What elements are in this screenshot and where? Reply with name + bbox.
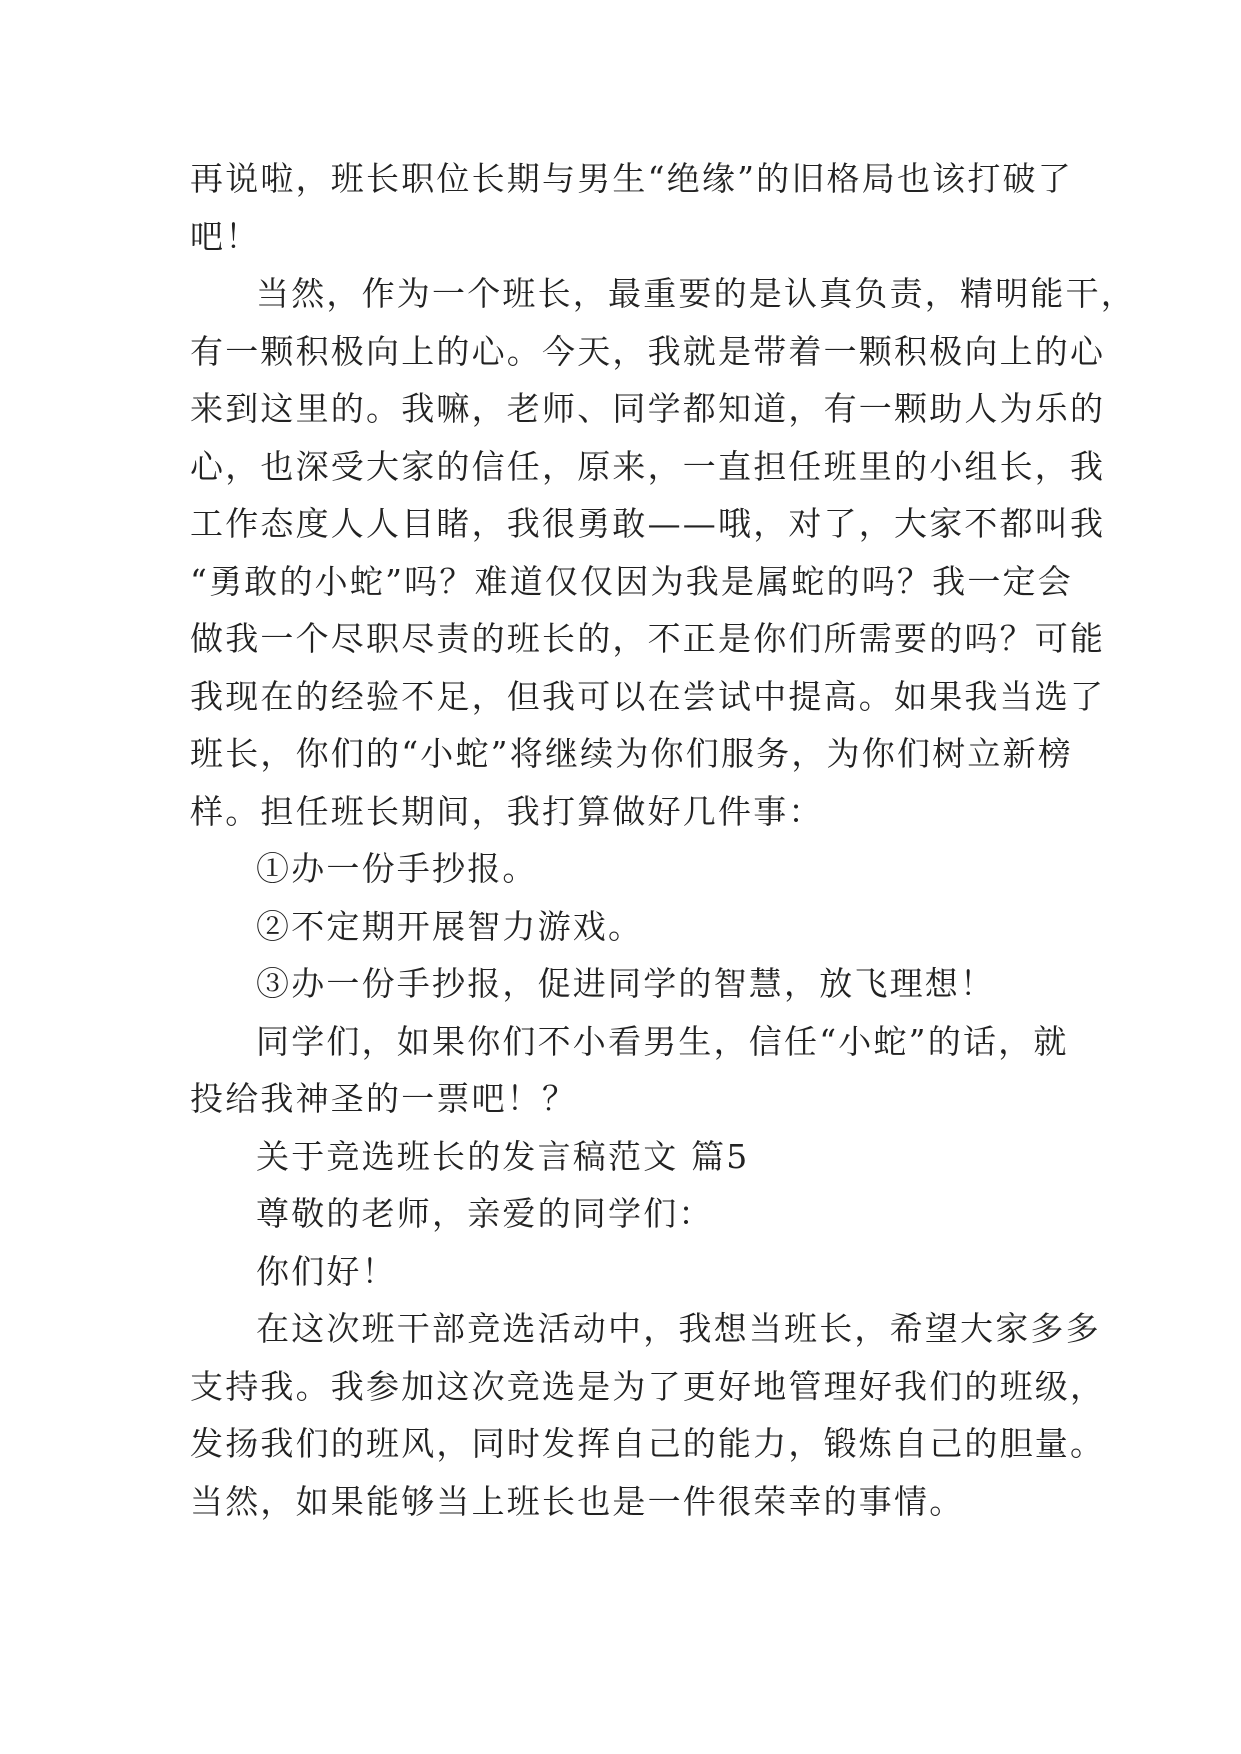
text-line: 我现在的经验不足，但我可以在尝试中提高。如果我当选了 [190, 676, 1106, 716]
greeting: 你们好！ [256, 1251, 397, 1291]
text-line: 做我一个尽职尽责的班长的，不正是你们所需要的吗？可能 [190, 619, 1106, 658]
text-line: 有一颗积极向上的心。今天，我就是带着一颗积极向上的心 [190, 331, 1106, 371]
text-line: 当然，如果能够当上班长也是一件很荣幸的事情。 [190, 1481, 965, 1521]
list-item: ③办一份手抄报，促进同学的智慧，放飞理想！ [256, 964, 996, 1003]
text-line: 同学们，如果你们不小看男生，信任“小蛇”的话，就 [256, 1021, 1069, 1061]
text-line: 样。担任班长期间，我打算做好几件事： [190, 791, 824, 831]
text-line: 心，也深受大家的信任，原来，一直担任班里的小组长，我 [190, 446, 1106, 486]
text-line: “勇敢的小蛇”吗？难道仅仅因为我是属蛇的吗？我一定会 [190, 561, 1073, 601]
text-line: 来到这里的。我嘛，老师、同学都知道，有一颗助人为乐的 [190, 389, 1106, 428]
text-line: 发扬我们的班风，同时发挥自己的能力，锻炼自己的胆量。 [190, 1424, 1106, 1463]
document-page [190, 150, 1136, 1530]
section-heading: 关于竞选班长的发言稿范文 篇5 [256, 1136, 750, 1176]
salutation: 尊敬的老师，亲爱的同学们： [256, 1194, 714, 1233]
text-line: 当然，作为一个班长，最重要的是认真负责，精明能干， [256, 274, 1136, 313]
text-line: 再说啦，班长职位长期与男生“绝缘”的旧格局也该打破了 [190, 159, 1073, 198]
list-item: ①办一份手抄报。 [256, 849, 538, 888]
text-line: 工作态度人人目睹，我很勇敢——哦，对了，大家不都叫我 [190, 504, 1106, 543]
list-item: ②不定期开展智力游戏。 [256, 906, 644, 946]
text-line: 吧！ [190, 216, 261, 256]
text-line: 在这次班干部竞选活动中，我想当班长，希望大家多多 [256, 1309, 1101, 1348]
text-line: 班长，你们的“小蛇”将继续为你们服务，为你们树立新榜 [190, 734, 1073, 773]
text-line: 支持我。我参加这次竞选是为了更好地管理好我们的班级， [190, 1366, 1106, 1406]
text-line: 投给我神圣的一票吧！？ [190, 1079, 578, 1118]
